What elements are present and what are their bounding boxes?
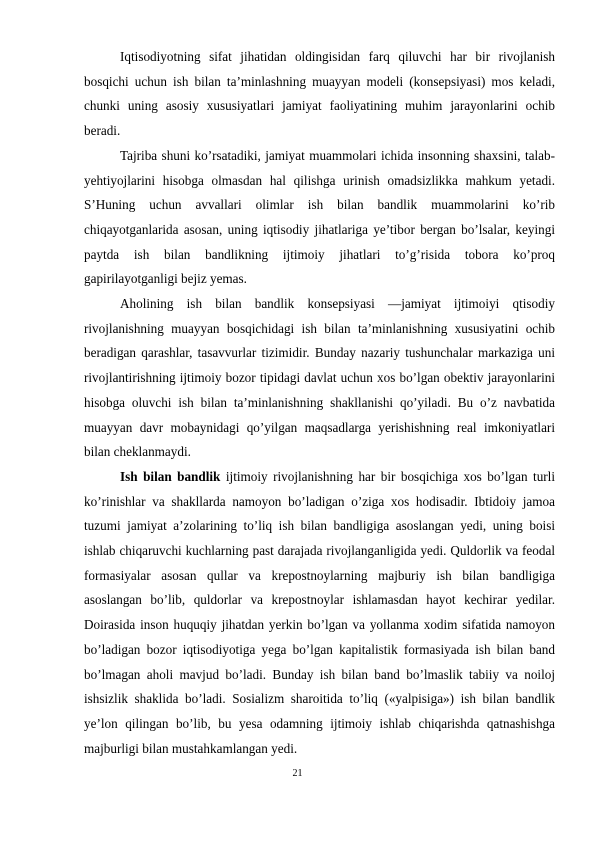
page-number: 21 [292,768,303,779]
paragraph-employment-history [84,465,555,761]
paragraph-social-aspects [84,144,555,292]
paragraph-lead-term: Ish bilan bandlik [120,468,221,484]
paragraph-model-concept [84,45,555,144]
paragraph-text: Aholining ish bilan bandlik konsepsiyasi —jamiyat ijtimoiyi qtisodiy rivojlanishning muayyan bosqichidagi ish bilan ta’minlanishning xususiyatini ochib beradigan qarashlar, tasavvurlar tizimidir. Bunday nazariy tushunchalar markaziga uni rivojlantirishning ijtimoiy bozor tipidagi davlat uchun xos bo’lgan obektiv jarayonlarini hisobga oluvchi ish bilan ta’minlanishning shakllanishi qo’yiladi. Bu o’z navbatida muayyan davr mobaynidagi qo’yilgan maqsadlarga yerishishning real imkoniyatlari bilan cheklanmaydi. [84,296,555,460]
paragraph-text: Tajriba shuni ko’rsatadiki, jamiyat muammolari ichida insonning shaxsini, talab-yehtiyojlarini hisobga olmasdan hal qilishga urinish omadsizlikka mahkum yetadi. S’Huning uchun avvallari olimlar ish bilan bandlik muammolarini ko’rib chiqayotganlarida asosan, uning iqtisodiy jihatlariga ye’tibor bergan bo’lsalar, keyingi paytda ish bilan bandlikning ijtimoiy jihatlari to’g’risida tobora ko’proq gapirilayotganligi bejiz yemas. [84,147,555,287]
paragraph-text: Iqtisodiyotning sifat jihatidan oldingisidan farq qiluvchi har bir rivojlanish bosqichi uchun ish bilan ta’minlashning muayyan modeli (konsepsiyasi) mos keladi, chunki uning asosiy xususiyatlari jamiyat faoliyatining muhim jarayonlarini ochib beradi. [84,49,555,139]
document-page [84,45,555,761]
paragraph-text: ijtimoiy rivojlanishning har bir bosqichiga xos bo’lgan turli ko’rinishlar va shakllarda namoyon bo’ladigan o’ziga xos hodisadir. Ibtidoiy jamoa tuzumi jamiyat a’zolarining to’liq ish bilan bandligiga asoslangan yedi, uning boisi ishlab chiqaruvchi kuchlarning past darajada rivojlanganligida yedi. Quldorlik va feodal formasiyalar asosan qullar va krepostnoylarning majburiy ish bilan bandligiga asoslangan bo’lib, quldorlar va krepostnoylar ishlamasdan hayot kechirar yedilar. Doirasida inson huquqiy jihatdan yerkin bo’lgan va yollanma xodim sifatida namoyon bo’ladigan bozor iqtisodiyotiga yega bo’lgan kapitalistik formasiyada ish bilan band bo’lmagan aholi mavjud bo’ladi. Bunday ish bilan band bo’lmaslik tabiiy va noiloj ishsizlik shaklida bo’ladi. Sosializm sharoitida to’liq («yalpisiga») ish bilan bandlik ye’lon qilingan bo’lib, bu yesa odamning ijtimoiy ishlab chiqarishda qatnashishga majburligi bilan mustahkamlangan yedi. [84,468,556,756]
paragraph-employment-concept [84,292,555,465]
